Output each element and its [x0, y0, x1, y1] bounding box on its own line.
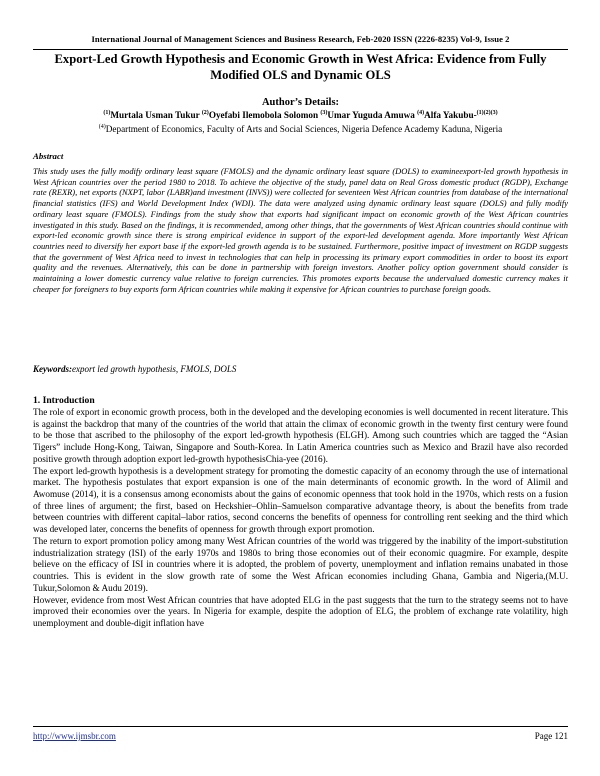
- author-list: [33, 110, 568, 120]
- affiliation: [33, 124, 568, 134]
- authors-details-heading: Author’s Details:: [261, 97, 340, 108]
- paragraph: The export led-growth hypothesis is a development strategy for promoting the domestic capacity of an economy through the use of international market. The hypothesis postulates that export expansion is one of the main determinants of economic growth. In the word of Alimil and Awomuse (2014), it is a consensus among economists about the gains of economic openness that took hold in the 1970s, which rests on a fusion of three lines of argument; the first, based on Heckshier–Ohlin–Samuelson comparative advantage theory, is about the benefits from trade between countries with different capital–labor ratios, second concerns the benefits of openness for controlling rent seeking and the third which was developed later, concerns the benefits of openness for growth through export promotion.: [33, 465, 568, 535]
- abstract-text: This study uses the fully modify ordinary least square (FMOLS) and the dynamic ordinary least square (DOLS) to examineexport-led growth hypothesis in West African countries over the period 1980 to 2018. To achieve the objective of the study, panel data on Real Gross domestic product (RGDP), Exchange rate (REXR), net exports (NXPT, labor (LABR)and investment (INVS)) were collected for seventeen West African countries from database of the international financial statistics (IFS) and World Development Index (WDI). The data were analyzed using dynamic ordinary least square (DOLS) and fully modify ordinary least square (FMOLS). Findings from the study show that exports had significant impact on economic growth of the West African countries investigated in this study. Based on the findings, it is recommended, among other things, that the governments of West African countries should continue with export-led economic growth since there is strong empirical evidence in support of the export-led development agenda. More importantly West African countries need to diversify her export base if the export-led growth agenda is to be sustained. Furthermore, positive impact of investment on RGDP suggests that the government of West Africa need to invest in technologies that can help in processing its primary export commodities in order to boost its export quality and the revenues. Alternatively, this can be done in partnership with foreign investors. Another policy option government should consider is maintaining a lower domestic currency value relative to foreign currencies. This promotes exports because the undervalued domestic currency makes it cheaper for foreigners to buy exports form African countries while making it expensive for African countries to purchase foreign goods.: [33, 166, 568, 294]
- paragraph: However, evidence from most West African countries that have adopted ELG in the past suggests that the turn to the strategy seems not to have improved their economies over the years. In Nigeria for example, despite the adoption of ELG, the problem of exchange rate volatility, high unemployment and double-digit inflation have: [33, 594, 568, 628]
- author-4-affiliation-marks: (1)(2)(3): [476, 109, 498, 116]
- paragraph: The return to export promotion policy among many West African countries of the world was triggered by the inability of the import-substitution industrialization strategy (ISI) of the early 1970s and 1980s to bring those economies out of their economic quagmire. For example, despite believe on the efficacy of ISI in countries where it is adopted, the problem of poverty, unemployment and inflation remains unabated in those countries. This is evident in the slow growth rate of some the West African economies including Ghana, Gambia and Nigeria,(M.U. Tukur,Solomon & Audu 2019).: [33, 535, 568, 593]
- abstract-heading: Abstract: [33, 151, 64, 161]
- journal-website-link[interactable]: http://www.ijmsbr.com: [33, 731, 116, 741]
- author-4-number: (4): [417, 109, 425, 116]
- paragraph: The role of export in economic growth process, both in the developed and the developing economies is well documented in recent literature. This is against the backdrop that many of the countries of the world that attain the climax of economic growth in the twenty first century were found to be those that ascribed to the philosophy of the export led-growth hypothesis (ELGH). Among such countries which are tagged the “Asian Tigers” include Hong-Kong, Taiwan, Singapore and South-Korea. In Latin America countries such as Mexico and Brazil have also recorded positive growth through adoption export led-growth hypothesisChia-yee (2016).: [33, 407, 568, 464]
- author-2-name: Oyefabi Ilemobola Solomon: [208, 110, 321, 120]
- introduction-body: [33, 407, 568, 630]
- author-4-name: Alfa Yakubu-: [424, 110, 477, 120]
- page-number: Page 121: [534, 731, 568, 741]
- paper-page: [33, 0, 568, 776]
- author-3-name: Umar Yuguda Amuwa: [327, 110, 418, 120]
- affiliation-text: Department of Economics, Faculty of Arts and Social Sciences, Nigeria Defence Academy Kaduna, Nigeria: [105, 124, 503, 134]
- affiliation-number: (4): [98, 123, 106, 130]
- author-1-number: (1): [103, 109, 111, 116]
- author-2-number: (2): [201, 109, 209, 116]
- section-heading-introduction: 1. Introduction: [33, 395, 95, 406]
- keywords-label: Keywords:: [33, 364, 72, 374]
- paper-title: Export-Led Growth Hypothesis and Economic Growth in West Africa: Evidence from Fully Modified OLS and Dynamic OLS: [54, 52, 547, 82]
- author-1-name: Murtala Usman Tukur: [110, 110, 202, 120]
- keywords-text: export led growth hypothesis, FMOLS, DOLS: [72, 364, 237, 374]
- footer-rule: [33, 726, 568, 727]
- author-3-number: (3): [320, 109, 328, 116]
- header-rule: [33, 49, 568, 50]
- keywords-line: [33, 364, 568, 374]
- journal-header: International Journal of Management Sciences and Business Research, Feb-2020 ISSN (2226-8235) Vol-9, Issue 2: [91, 34, 510, 44]
